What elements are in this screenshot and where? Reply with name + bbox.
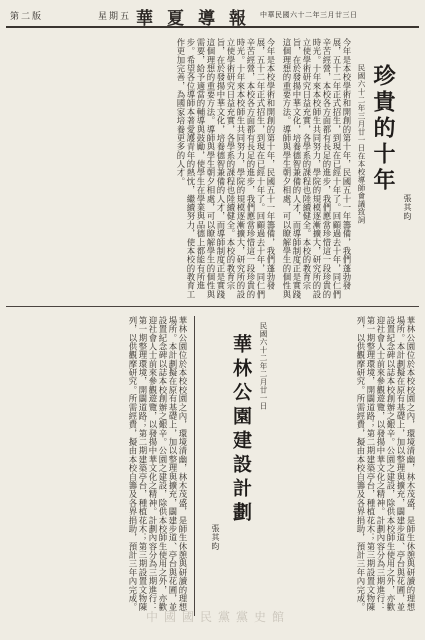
archive-watermark: 中國國民黨黨史館 (146, 610, 291, 624)
article2-box-rule (194, 316, 195, 616)
article2-title: 華林公園建設計劃 (230, 334, 252, 526)
issue-date: 中華民國六十二年三月廿三日 (260, 11, 358, 19)
issue-weekday: 星期五 (98, 12, 132, 22)
article2-author: 張其昀 (211, 524, 220, 551)
section-divider (6, 306, 419, 307)
article1-title: 珍貴的十年 (370, 64, 396, 194)
newspaper-title: 華夏導報 (136, 9, 260, 29)
article2-dateline: 民國六十二年二月廿一日 (259, 322, 268, 410)
article2-body-left: 華林公園位於本校校園之內，環境清幽，林木茂盛，是師生休憩與研讀的理想場所。本計劃擬在原有基礎上，加以整理與擴充，闢建步道、亭台與花圃，並設置紀念碑以誌本校創辦之艱辛。公園之建設，除供本校師生使用之外，亦歡迎社會人士前來參觀遊覽，以發揚中華文化之精神。計劃內容分為三期進行：第一期整理環境，開闢道路；第二期建築亭台，種植花木；第三期設置文物陳列，以供觀摩研究。所需經費，擬由本校自籌及各界捐助，預計三年內完成。 (128, 316, 188, 612)
article1-author: 張其昀 (403, 194, 412, 221)
page-number: 第二版 (10, 12, 44, 22)
article2-body-right: 華林公園位於本校校園之內，環境清幽，林木茂盛，是師生休憩與研讀的理想場所。本計劃擬在原有基礎上，加以整理與擴充，闢建步道、亭台與花圃，並設置紀念碑以誌本校創辦之艱辛。公園之建設，除供本校師生使用之外，亦歡迎社會人士前來參觀遊覽，以發揚中華文化之精神。計劃內容分為三期進行：第一期整理環境，開闢道路；第二期建築亭台，種植花木；第三期設置文物陳列，以供觀摩研究。所需經費，擬由本校自籌及各界捐助，預計三年內完成。 (356, 316, 416, 612)
article1-body-right: 今年是本校學術和開創的第十年，民國五十一年籌備，我們蓬勃發展，五十二年正式招生，到現在已經十年了。回顧過去十年，同仁們辛苦經營，本校各方面都有長足的進步，我們應當珍惜這一段珍貴的時光。十年來本校師生共同努力，學院的規模逐漸擴大，研究所的設立使學術研究日益充實，各學系的課程也陸續健全。本校的教育宗旨，在於發揚中華文化，培養德智兼備的人才，而導師制度正是實踐這個理想的重要方法。導師與學生朝夕相處，可以瞭解學生的個性與 (282, 38, 352, 299)
masthead (6, 4, 419, 28)
article1-dateline: 民國六十二年三月廿一日在本校導師會議致詞 (357, 64, 366, 224)
article1-body-left: 今年是本校學術和開創的第十年，民國五十一年籌備，我們蓬勃發展，五十二年正式招生，到現在已經十年了。回顧過去十年，同仁們辛苦經營，本校各方面都有長足的進步，我們應當珍惜這一段珍貴的時光。十年來本校師生共同努力，學院的規模逐漸擴大，研究所的設立使學術研究日益充實，各學系的課程也陸續健全。本校的教育宗旨，在於發揚中華文化，培養德智兼備的人才，而導師制度正是實踐這個理想的重要方法。導師與學生朝夕相處，可以瞭解學生的個性與需要，給予適當的輔導與鼓勵，使學生在學業與品德上都能有所進步。希望各位導師本著愛護青年的熱忱，繼續努力，使本校的教育工作更加完善，為國家培養更多的人才。 (176, 38, 276, 299)
newspaper-page (6, 4, 419, 636)
